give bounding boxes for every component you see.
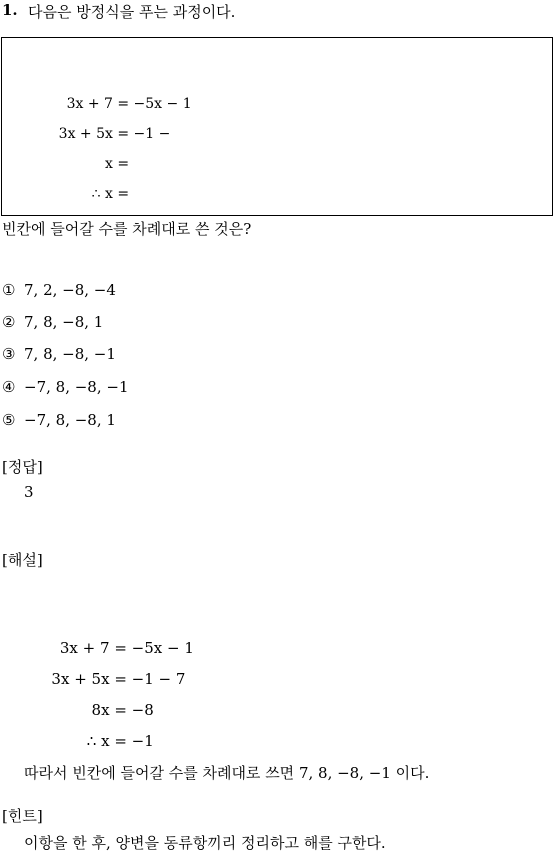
choice-2-number: ② [2,313,16,331]
question-prompt: 빈칸에 들어갈 수를 차례대로 쓴 것은? [2,220,252,238]
explanation-conclusion: 따라서 빈칸에 들어갈 수를 차례대로 쓰면 7, 8, −8, −1 이다. [24,764,430,782]
solution-line-1-lhs: 3x + 7 [59,639,110,657]
solution-line-1-rhs: −5x − 1 [131,639,194,657]
solution-line-2: 3x + 5x = −1 − 7 [0,652,185,688]
choice-5[interactable] [2,411,116,429]
hint-text: 이항을 한 후, 양변을 동류항끼리 정리하고 해를 구한다. [24,834,386,852]
choice-4[interactable] [2,378,129,396]
solution-line-3: 8x = −8 [0,683,154,719]
explanation-label: [해설] [2,551,43,569]
solution-line-2-rhs: −1 − 7 [131,670,186,688]
solution-line-4: ∴ x = −1 [0,714,154,750]
solution-line-3-rhs: −8 [131,701,154,719]
solution-line-4-rhs: −1 [131,732,154,750]
choice-4-text: −7, 8, −8, −1 [24,378,129,396]
choice-3-text: 7, 8, −8, −1 [24,345,116,363]
box-equation-line-1: 3x + 7 = −5x − 1 [0,80,192,112]
box-equation-line-4: ∴ x = [0,170,134,202]
question-number: 1. [2,1,18,19]
solution-line-2-lhs: 3x + 5x [51,670,110,688]
choice-3[interactable] [2,345,116,363]
hint-label: [힌트] [2,807,43,825]
choice-3-number: ③ [2,345,16,363]
choice-5-text: −7, 8, −8, 1 [24,411,116,429]
box-line-2-rhs: −1 − [133,126,171,142]
choice-1[interactable] [2,281,116,299]
choice-5-number: ⑤ [2,411,16,429]
answer-label: [정답] [2,458,43,476]
solution-line-3-lhs: 8x [91,701,110,719]
box-line-4-lhs: ∴ x [91,186,113,202]
box-line-1-rhs: −5x − 1 [133,96,192,112]
box-equation-line-2: 3x + 5x = −1 − [0,110,170,142]
box-equation-line-3: x = [0,140,134,172]
solution-line-4-lhs: ∴ x [86,732,110,750]
choice-2-text: 7, 8, −8, 1 [24,313,104,331]
choice-2[interactable] [2,313,103,331]
choice-1-text: 7, 2, −8, −4 [24,281,116,299]
box-line-1-lhs: 3x + 7 [66,96,113,112]
choice-4-number: ④ [2,378,16,396]
choice-1-number: ① [2,281,16,299]
box-line-3-lhs: x [105,156,113,172]
box-line-2-lhs: 3x + 5x [58,126,113,142]
solution-line-1: 3x + 7 = −5x − 1 [0,621,194,657]
question-text: 다음은 방정식을 푸는 과정이다. [28,3,236,21]
answer-value: 3 [24,483,34,501]
